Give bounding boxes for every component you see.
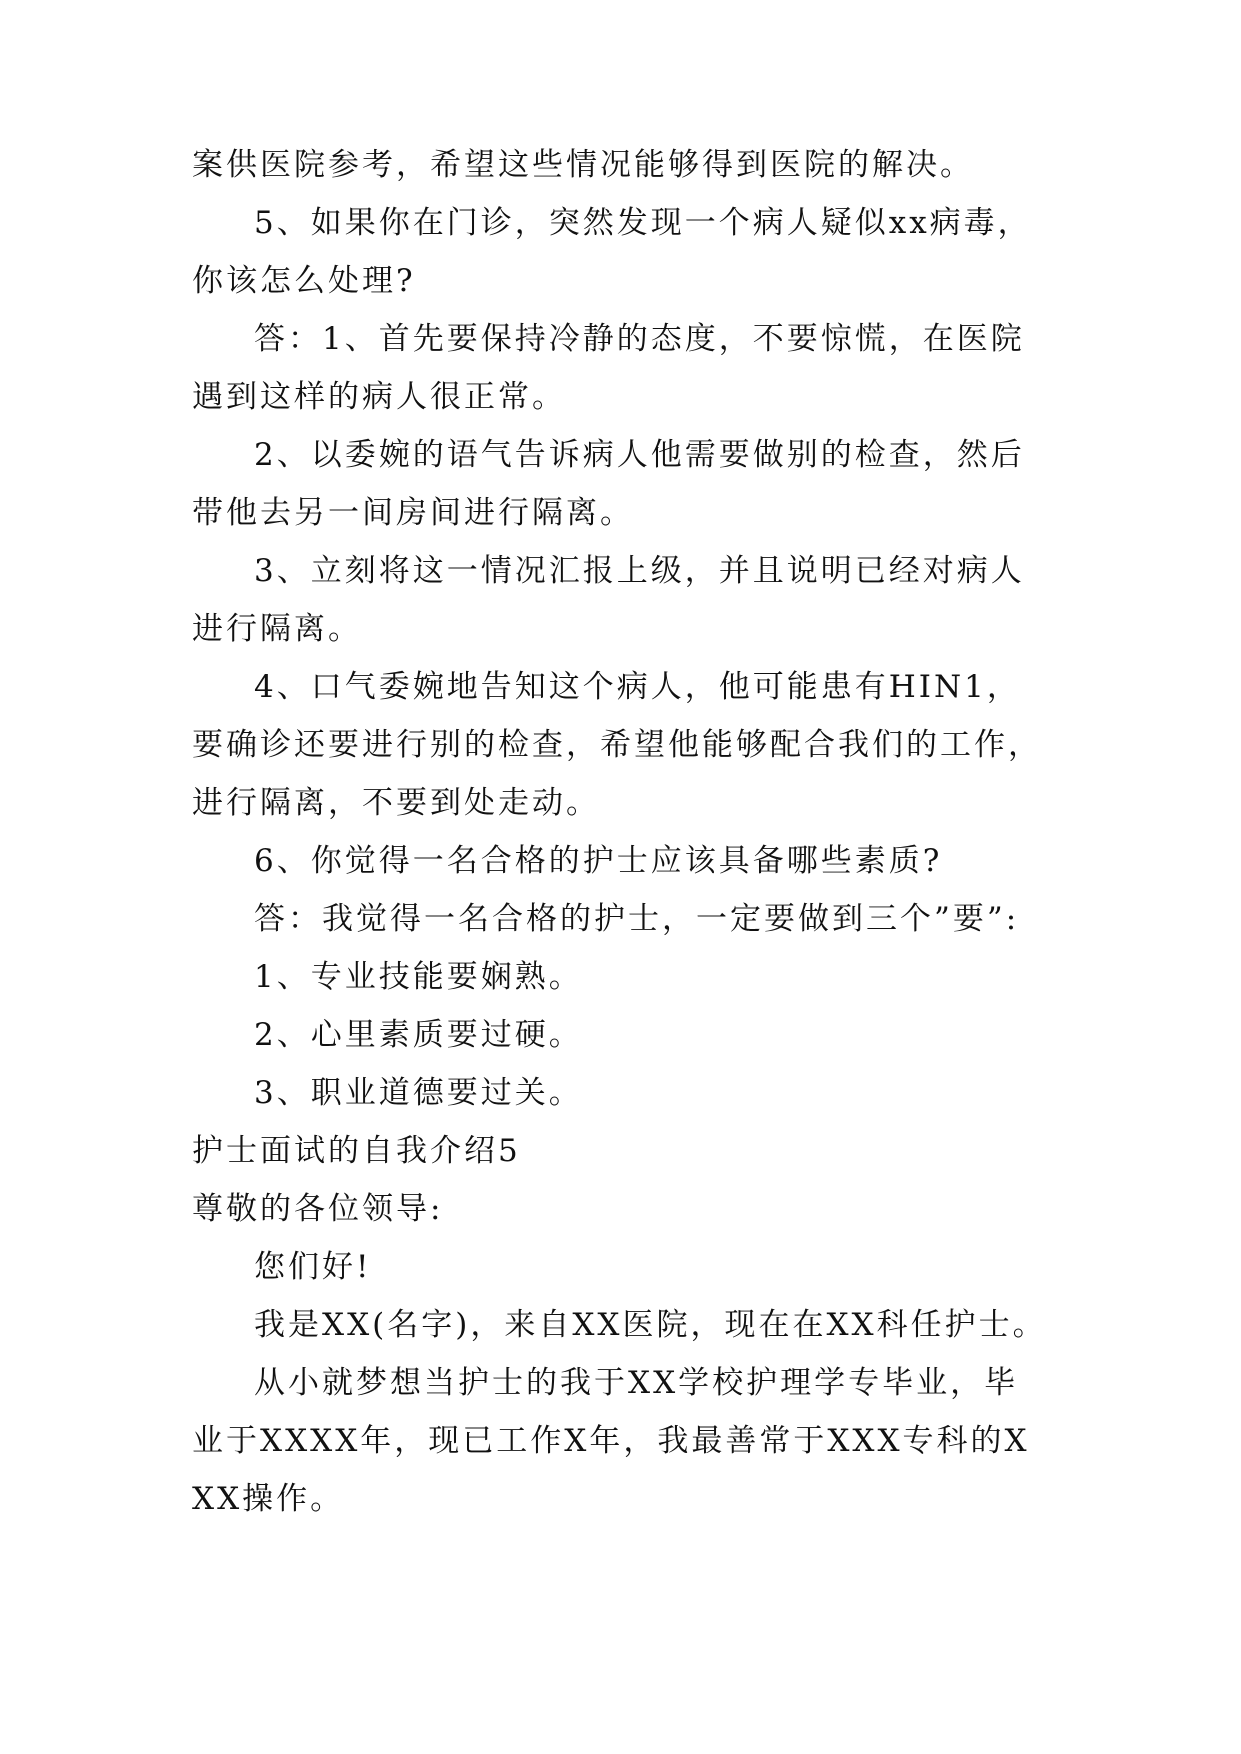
answer-6-item-2: 2、心里素质要过硬。 [254,1017,583,1053]
intro-paragraph: 我是XX(名字)，来自XX医院，现在在XX科任护士。 [254,1307,1047,1343]
answer-6-item-1: 1、专业技能要娴熟。 [254,959,583,995]
question-6: 6、你觉得一名合格的护士应该具备哪些素质? [254,843,943,879]
paragraph-case-hospital: 案供医院参考，希望这些情况能够得到医院的解决。 [192,147,974,183]
question-5: 5、如果你在门诊，突然发现一个病人疑似xx病毒，你该怎么处理? [192,205,1032,299]
section-heading: 护士面试的自我介绍5 [192,1133,521,1169]
answer-5-step-4: 4、口气委婉地告知这个病人，他可能患有HIN1，要确诊还要进行别的检查，希望他能够配合我们的工作，进行隔离，不要到处走动。 [192,669,1042,821]
document-body [192,136,1052,1528]
answer-5-step-3: 3、立刻将这一情况汇报上级，并且说明已经对病人进行隔离。 [192,553,1025,647]
answer-5-step-2: 2、以委婉的语气告诉病人他需要做别的检查，然后带他去另一间房间进行隔离。 [192,437,1025,531]
answer-5-step-1: 答：1、首先要保持冷静的态度，不要惊慌，在医院遇到这样的病人很正常。 [192,321,1025,415]
answer-6-intro: 答：我觉得一名合格的护士，一定要做到三个”要”: [254,901,1020,937]
background-paragraph: 从小就梦想当护士的我于XX学校护理学专毕业，毕业于XXXX年，现已工作X年，我最善常于XXX专科的XXX操作。 [192,1365,1030,1517]
greeting: 您们好! [254,1249,372,1285]
salutation: 尊敬的各位领导: [192,1191,444,1227]
answer-6-item-3: 3、职业道德要过关。 [254,1075,583,1111]
